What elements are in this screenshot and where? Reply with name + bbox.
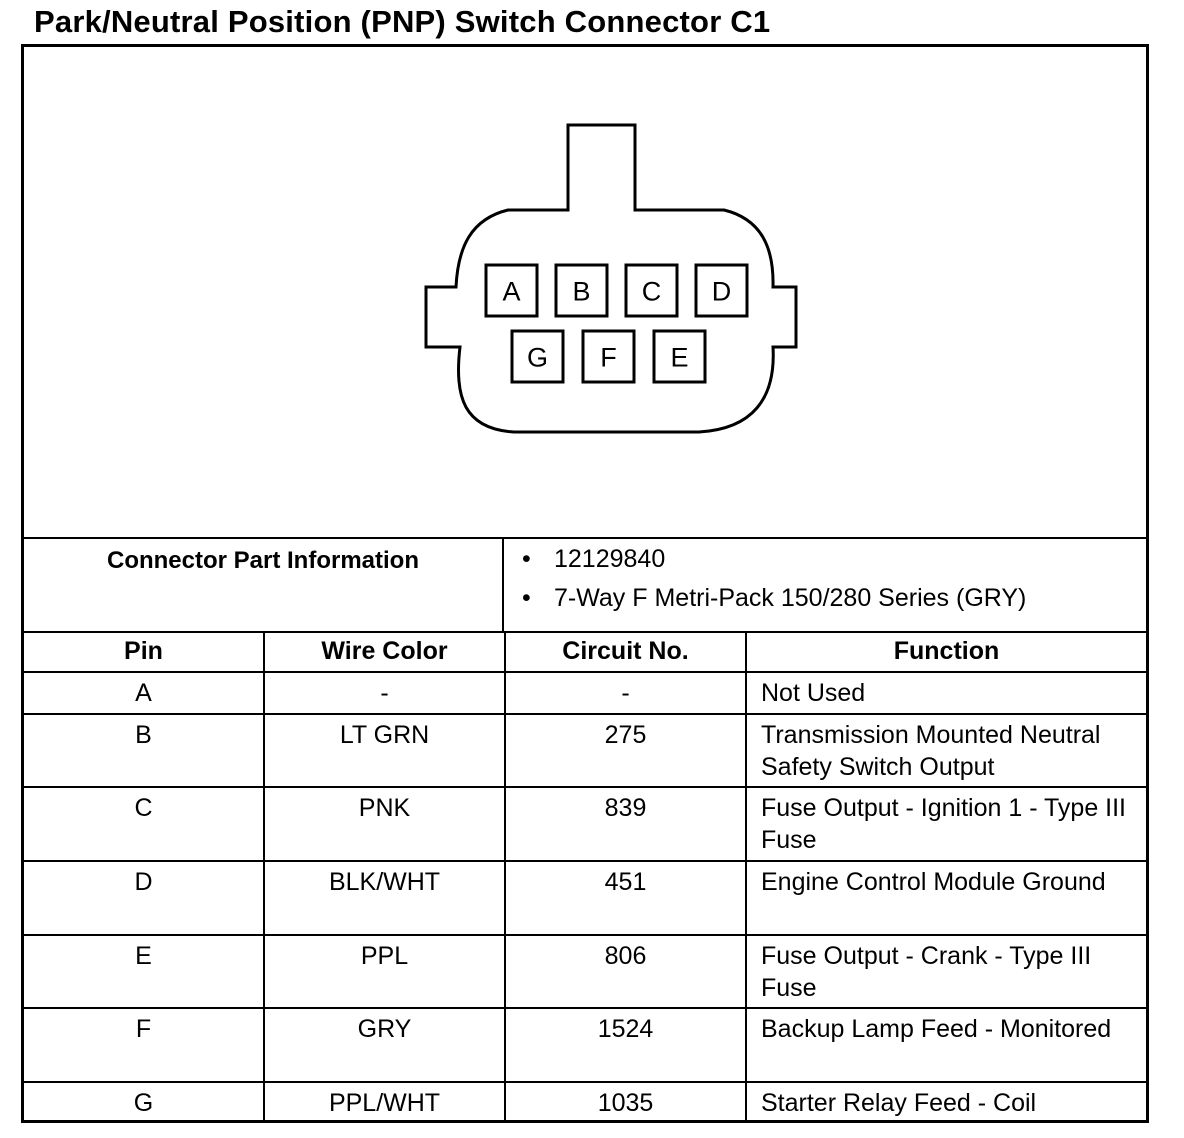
pin-label-e: E — [670, 342, 689, 373]
circuit-cell: 806 — [505, 935, 746, 1008]
bullet-icon: • — [522, 545, 531, 573]
header-function: Function — [746, 631, 1146, 672]
connector-face-svg — [24, 47, 1146, 537]
function-cell: Engine Control Module Ground — [746, 861, 1146, 935]
pin-label-g: G — [526, 342, 549, 373]
table-row — [24, 672, 1146, 714]
pin-label-f: F — [600, 342, 617, 373]
page-title: Park/Neutral Position (PNP) Switch Connector C1 — [34, 4, 771, 39]
part-number-item — [522, 545, 665, 574]
circuit-cell: 275 — [505, 714, 746, 787]
function-cell: Not Used — [746, 672, 1146, 714]
header-circuit: Circuit No. — [505, 631, 746, 672]
pin-cell: F — [24, 1008, 264, 1082]
wire-color-cell: PPL — [264, 935, 505, 1008]
table-row — [24, 1008, 1146, 1082]
table-header-row — [24, 631, 1146, 672]
pin-table — [24, 631, 1146, 1122]
part-number: 12129840 — [554, 545, 666, 573]
part-info-label: Connector Part Information — [24, 539, 504, 631]
circuit-cell: 451 — [505, 861, 746, 935]
wire-color-cell: PPL/WHT — [264, 1082, 505, 1122]
wire-color-cell: GRY — [264, 1008, 505, 1082]
pin-cell: C — [24, 787, 264, 861]
wire-color-cell: LT GRN — [264, 714, 505, 787]
bullet-icon: • — [522, 584, 531, 612]
pin-label-d: D — [711, 276, 732, 307]
part-description: 7-Way F Metri-Pack 150/280 Series (GRY) — [554, 584, 1027, 612]
pin-cell: D — [24, 861, 264, 935]
table-row — [24, 787, 1146, 861]
header-wire-color: Wire Color — [264, 631, 505, 672]
connector-part-info — [24, 537, 1146, 633]
function-cell: Transmission Mounted Neutral Safety Switch Output — [746, 714, 1146, 787]
wire-color-cell: BLK/WHT — [264, 861, 505, 935]
circuit-cell: 1035 — [505, 1082, 746, 1122]
table-row — [24, 714, 1146, 787]
connector-housing — [426, 125, 796, 432]
part-info-values — [506, 539, 1146, 631]
function-cell: Fuse Output - Crank - Type III Fuse — [746, 935, 1146, 1008]
pin-cell: B — [24, 714, 264, 787]
connector-sheet — [21, 44, 1149, 1123]
table-row — [24, 1082, 1146, 1122]
function-cell: Starter Relay Feed - Coil — [746, 1082, 1146, 1122]
pin-cavities — [486, 265, 747, 382]
circuit-cell: 1524 — [505, 1008, 746, 1082]
pin-label-a: A — [502, 276, 521, 307]
connector-diagram — [24, 47, 1146, 537]
pin-cell: G — [24, 1082, 264, 1122]
circuit-cell: - — [505, 672, 746, 714]
wire-color-cell: - — [264, 672, 505, 714]
function-cell: Fuse Output - Ignition 1 - Type III Fuse — [746, 787, 1146, 861]
circuit-cell: 839 — [505, 787, 746, 861]
pin-label-b: B — [572, 276, 591, 307]
pin-cell: A — [24, 672, 264, 714]
function-cell: Backup Lamp Feed - Monitored — [746, 1008, 1146, 1082]
pin-label-c: C — [641, 276, 662, 307]
wire-color-cell: PNK — [264, 787, 505, 861]
pin-cell: E — [24, 935, 264, 1008]
table-row — [24, 861, 1146, 935]
table-row — [24, 935, 1146, 1008]
header-pin: Pin — [24, 631, 264, 672]
part-description-item — [522, 584, 1026, 613]
